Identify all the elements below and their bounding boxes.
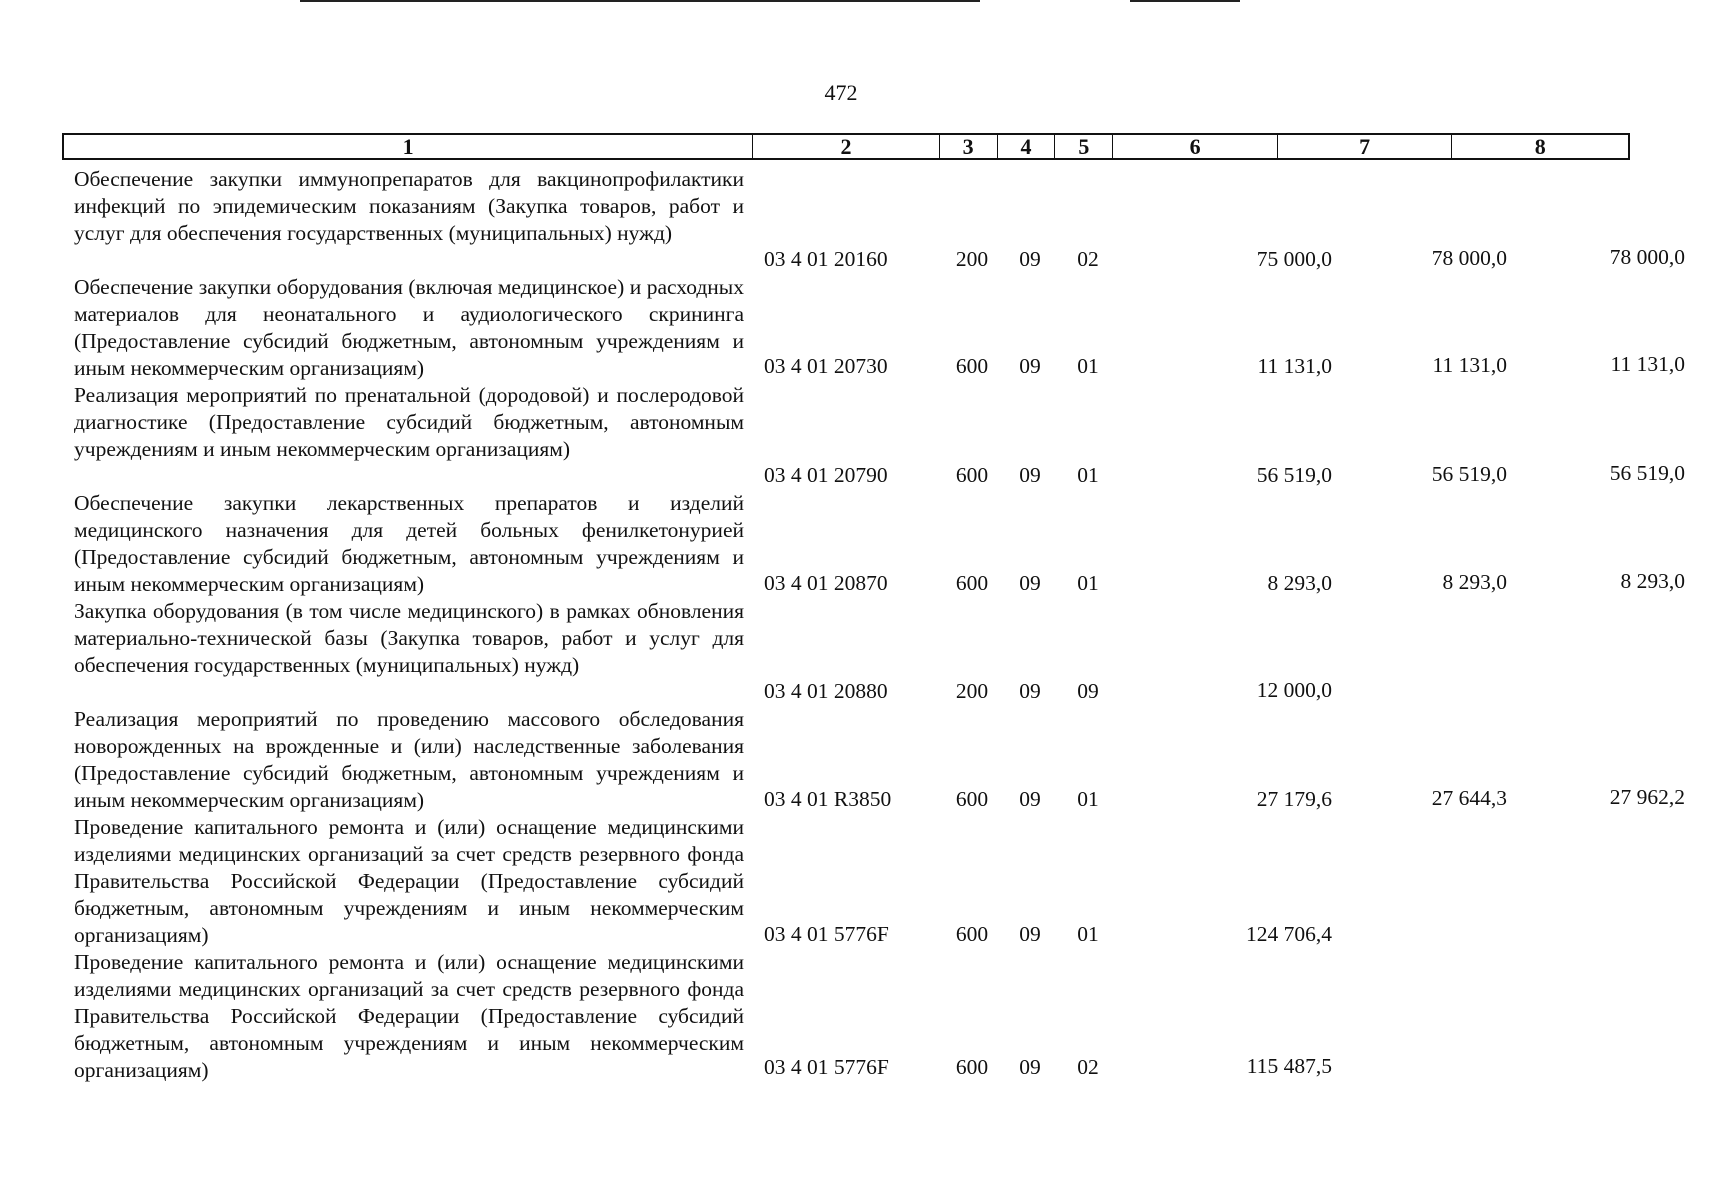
header-col-4: 4: [998, 135, 1056, 158]
header-col-3: 3: [940, 135, 998, 158]
header-col-2: 2: [753, 135, 940, 158]
row-value-6: 11 131,0: [1257, 354, 1332, 378]
row-description: Обеспечение закупки оборудования (включая медицинское) и расходных материалов для неонатального и аудиологического скрининга (Предоставление субсидий бюджетным, автономным учреждениям и иным некоммерческим организациям): [74, 275, 744, 380]
row-value-6: 12 000,0: [1256, 678, 1332, 702]
row-value-6: 8 293,0: [1267, 571, 1332, 595]
row-code: 03 4 01 R3850: [764, 787, 892, 811]
row-col-4: 09: [1019, 1055, 1041, 1079]
row-col-4: 09: [1019, 571, 1041, 595]
row-description: Обеспечение закупки иммунопрепаратов для вакцинопрофилактики инфекций по эпидемическим показаниям (Закупка товаров, работ и услуг для обеспечения государственных (муниципальных) нужд): [74, 167, 744, 245]
scan-top-rule: [300, 0, 980, 2]
row-code: 03 4 01 5776F: [764, 1055, 889, 1079]
row-col-3: 200: [955, 247, 989, 271]
row-value-7: 56 519,0: [1431, 462, 1507, 486]
scan-top-rule-short: [1130, 0, 1240, 2]
row-code: 03 4 01 20160: [764, 247, 888, 271]
row-value-8: 78 000,0: [1609, 245, 1685, 269]
row-code: 03 4 01 20790: [764, 463, 888, 487]
page-number: 472: [824, 80, 858, 105]
row-col-5: 01: [1077, 571, 1099, 595]
row-col-5: 01: [1077, 354, 1099, 378]
row-col-3: 600: [955, 787, 989, 811]
row-value-7: 11 131,0: [1432, 353, 1507, 377]
row-value-8: 11 131,0: [1610, 352, 1685, 376]
row-value-6: 115 487,5: [1246, 1054, 1332, 1078]
row-col-3: 600: [955, 571, 989, 595]
row-col-5: 01: [1077, 787, 1099, 811]
row-code: 03 4 01 20870: [764, 571, 888, 595]
header-col-6: 6: [1113, 135, 1278, 158]
row-value-8: 56 519,0: [1609, 461, 1685, 485]
row-col-3: 600: [955, 463, 989, 487]
row-col-3: 600: [955, 922, 989, 946]
row-description: Реализация мероприятий по проведению массового обследования новорожденных на врожденные и (или) наследственные заболевания (Предоставление субсидий бюджетным, автономным учреждениям и иным некоммерческим организациям): [74, 707, 744, 812]
row-value-6: 124 706,4: [1246, 922, 1332, 946]
row-col-4: 09: [1019, 787, 1041, 811]
row-description: Проведение капитального ремонта и (или) оснащение медицинскими изделиями медицинских организаций за счет средств резервного фонда Правительства Российской Федерации (Предоставление субсидий бюджетным, автономным учреждениям и иным некоммерческим организациям): [74, 950, 744, 1082]
row-description: Проведение капитального ремонта и (или) оснащение медицинскими изделиями медицинских организаций за счет средств резервного фонда Правительства Российской Федерации (Предоставление субсидий бюджетным, автономным учреждениям и иным некоммерческим организациям): [74, 815, 744, 947]
row-col-5: 02: [1077, 247, 1099, 271]
row-value-7: 78 000,0: [1431, 246, 1507, 270]
row-value-8: 8 293,0: [1620, 569, 1685, 593]
row-col-4: 09: [1019, 679, 1041, 703]
row-col-4: 09: [1019, 247, 1041, 271]
row-value-6: 27 179,6: [1256, 787, 1332, 811]
row-col-3: 600: [955, 1055, 989, 1079]
header-col-1: 1: [64, 135, 753, 158]
row-description: Реализация мероприятий по пренатальной (дородовой) и послеродовой диагностике (Предоставление субсидий бюджетным, автономным учреждениям и иным некоммерческим организациям): [74, 383, 744, 461]
row-col-4: 09: [1019, 354, 1041, 378]
row-value-6: 75 000,0: [1256, 247, 1332, 271]
row-col-5: 01: [1077, 463, 1099, 487]
row-value-7: 27 644,3: [1431, 786, 1507, 810]
header-col-7: 7: [1278, 135, 1453, 158]
row-col-5: 02: [1077, 1055, 1099, 1079]
row-value-7: 8 293,0: [1442, 570, 1507, 594]
row-description: Обеспечение закупки лекарственных препаратов и изделий медицинского назначения для детей больных фенилкетонурией (Предоставление субсидий бюджетным, автономным учреждениям и иным некоммерческим организациям): [74, 491, 744, 596]
row-code: 03 4 01 20880: [764, 679, 888, 703]
row-value-6: 56 519,0: [1256, 463, 1332, 487]
header-col-5: 5: [1055, 135, 1113, 158]
row-col-4: 09: [1019, 922, 1041, 946]
row-col-5: 09: [1077, 679, 1099, 703]
row-col-3: 600: [955, 354, 989, 378]
row-col-4: 09: [1019, 463, 1041, 487]
row-col-5: 01: [1077, 922, 1099, 946]
row-description: Закупка оборудования (в том числе медицинского) в рамках обновления материально-технической базы (Закупка товаров, работ и услуг для обеспечения государственных (муниципальных) нужд): [74, 599, 744, 677]
header-col-8: 8: [1534, 134, 1546, 159]
row-col-3: 200: [955, 679, 989, 703]
table-header: [62, 133, 1630, 160]
row-code: 03 4 01 5776F: [764, 922, 889, 946]
row-value-8: 27 962,2: [1609, 785, 1685, 809]
row-code: 03 4 01 20730: [764, 354, 888, 378]
